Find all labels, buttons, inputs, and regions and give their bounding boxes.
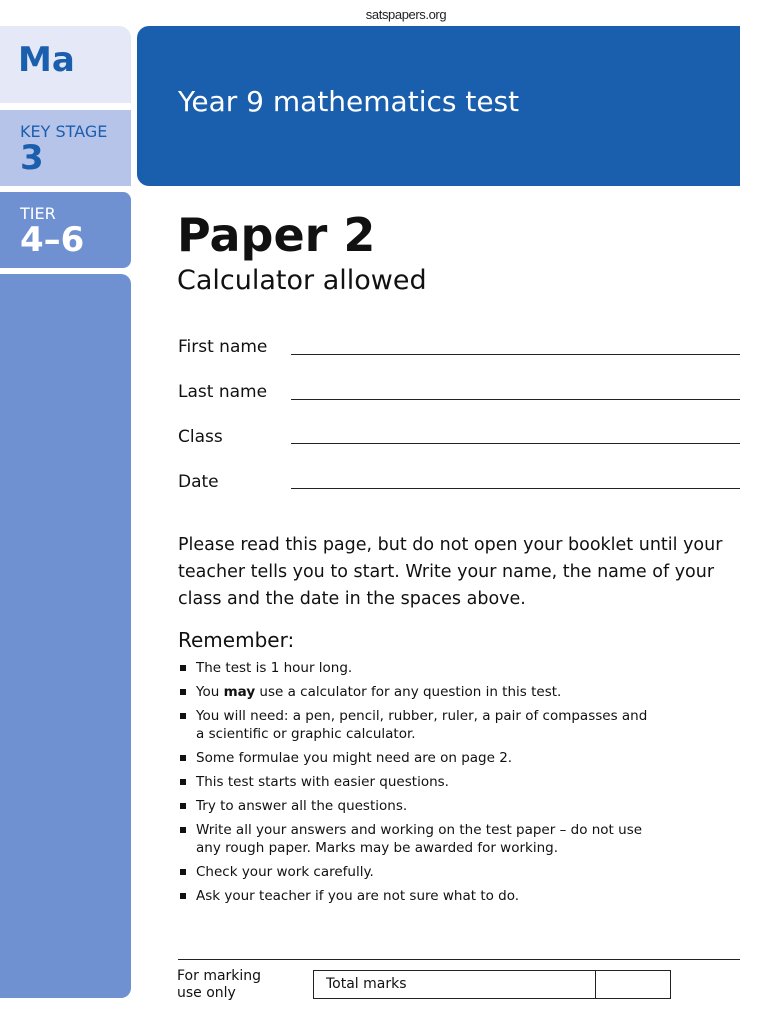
- total-marks-cell[interactable]: [595, 971, 596, 998]
- rule-item: Try to answer all the questions.: [178, 797, 648, 815]
- last-name-label: Last name: [178, 382, 268, 402]
- source-watermark: satspapers.org: [365, 7, 447, 22]
- total-marks-label: Total marks: [326, 976, 407, 992]
- rule-item: Check your work carefully.: [178, 863, 648, 881]
- rule-text: You: [196, 684, 224, 700]
- remember-heading: Remember:: [178, 628, 295, 652]
- subject-tab: [0, 26, 131, 103]
- instructions-paragraph: Please read this page, but do not open your booklet until your teacher tells you to start. Write your name, the name of your class and the date in the spaces above.: [178, 535, 723, 609]
- rule-item: This test starts with easier questions.: [178, 773, 648, 791]
- tier-label: TIER: [20, 204, 56, 223]
- paper-title: Paper 2: [177, 208, 376, 262]
- rule-item: Some formulae you might need are on page 2.: [178, 749, 648, 767]
- tier-tab: [0, 192, 131, 268]
- rule-item: The test is 1 hour long.: [178, 659, 648, 677]
- paper-subtitle: Calculator allowed: [177, 265, 427, 296]
- rules-list: [178, 659, 648, 911]
- first-name-label: First name: [178, 337, 268, 357]
- tier-value: 4–6: [20, 220, 85, 260]
- key-stage-value: 3: [20, 138, 44, 178]
- date-field[interactable]: [291, 488, 740, 489]
- rule-item: You will need: a pen, pencil, rubber, ruler, a pair of compasses and a scientific or graphic calculator.: [178, 707, 648, 743]
- subject-code: Ma: [18, 40, 75, 80]
- rule-item: Write all your answers and working on the test paper – do not use any rough paper. Marks may be awarded for working.: [178, 821, 648, 857]
- date-label: Date: [178, 472, 219, 492]
- last-name-field[interactable]: [291, 399, 740, 400]
- class-label: Class: [178, 427, 223, 447]
- sidebar-panel: [0, 274, 131, 998]
- key-stage-tab: [0, 110, 131, 186]
- rule-emphasis: may: [223, 684, 256, 700]
- rule-item: Ask your teacher if you are not sure what to do.: [178, 887, 648, 905]
- marking-note: [177, 968, 261, 1002]
- marking-note-line2: use only: [177, 985, 236, 1001]
- rule-text: use a calculator for any question in this test.: [255, 684, 562, 700]
- total-marks-box: [313, 970, 671, 999]
- header-banner: [137, 26, 740, 186]
- footer-divider: [178, 959, 740, 960]
- test-title: Year 9 mathematics test: [178, 85, 520, 118]
- marking-note-line1: For marking: [177, 968, 262, 984]
- rule-item: [178, 683, 648, 701]
- class-field[interactable]: [291, 443, 740, 444]
- key-stage-label: KEY STAGE: [20, 122, 108, 141]
- first-name-field[interactable]: [291, 354, 740, 355]
